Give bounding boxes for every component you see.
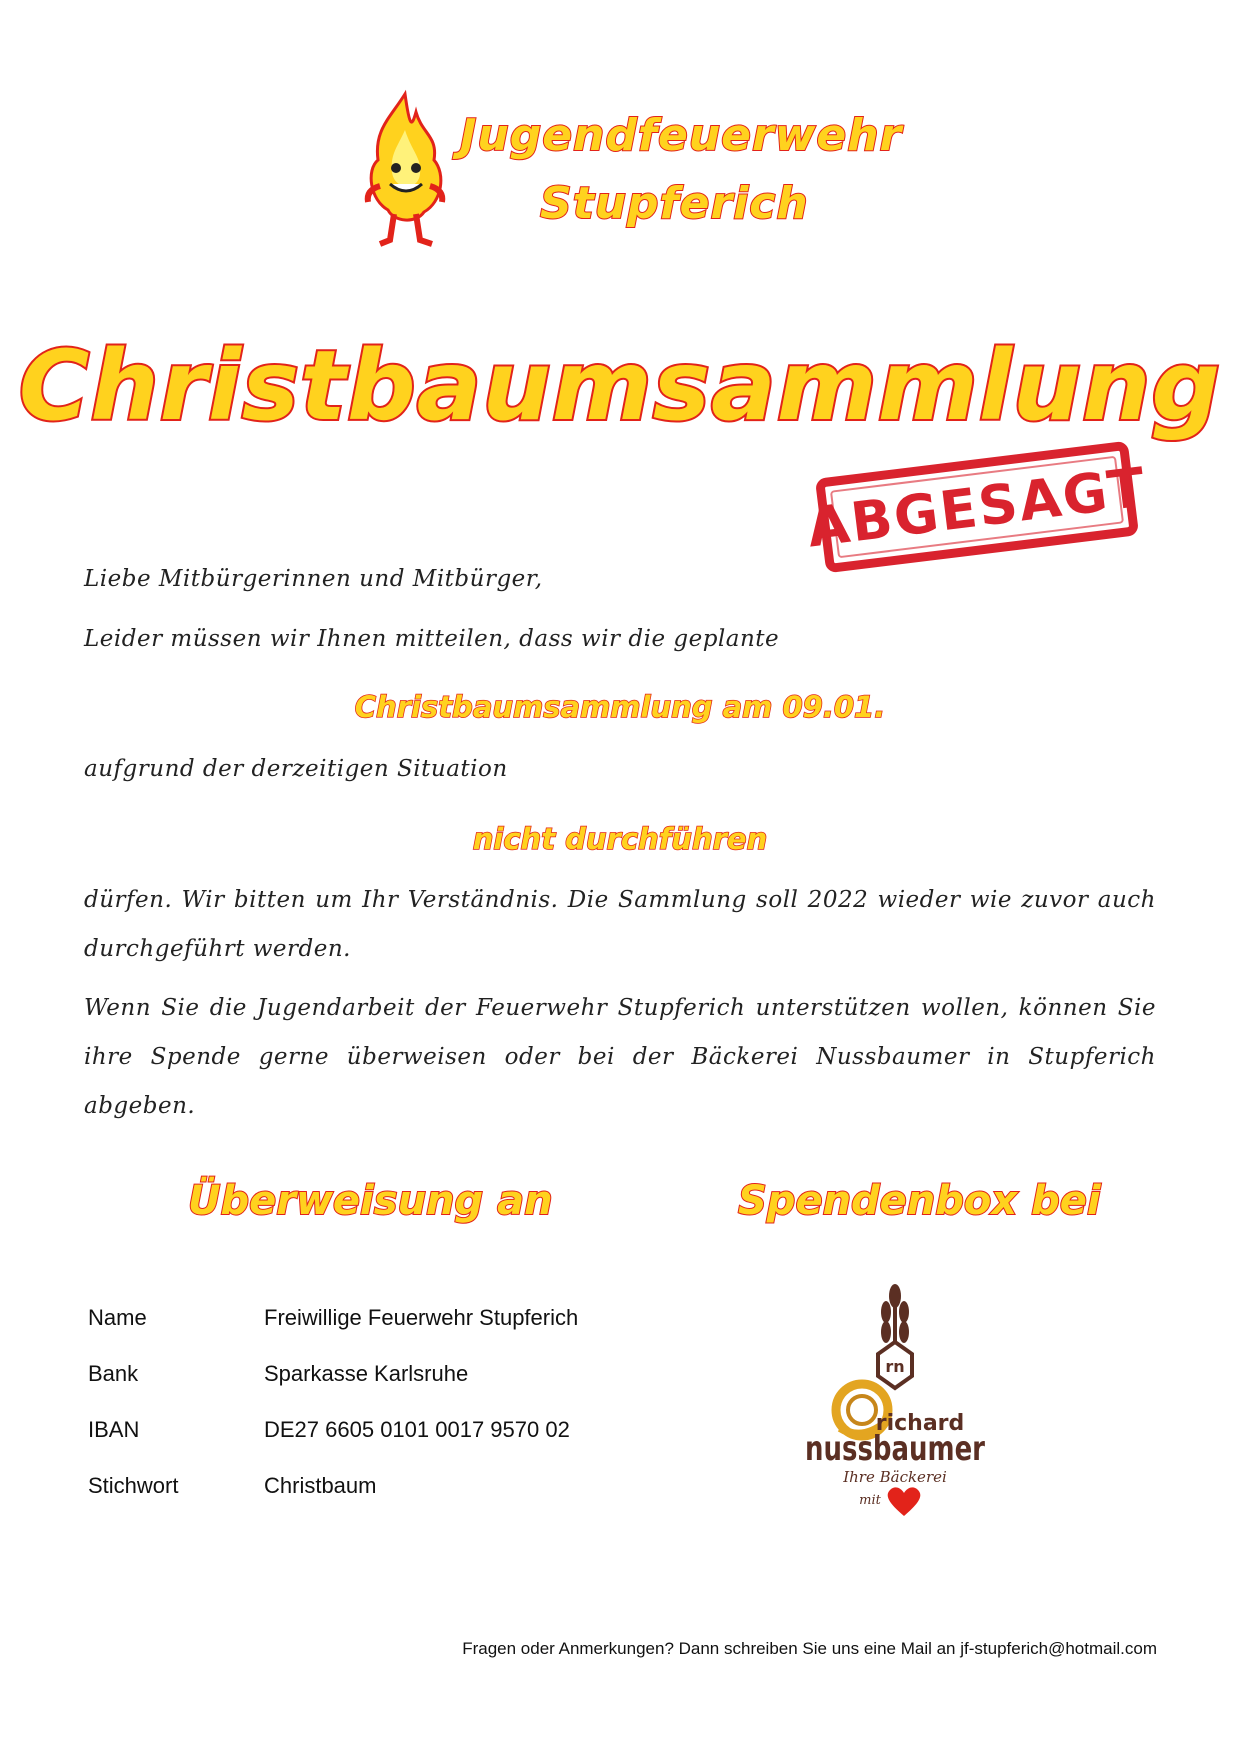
table-row [88,1402,578,1458]
bank-value: Sparkasse Karlsruhe [264,1361,469,1386]
bank-value: DE27 6605 0101 0017 9570 02 [264,1417,570,1442]
bakery-logo-line3: Ihre Bäckerei [843,1468,947,1486]
org-name-line1: Jugendfeuerwehr [460,110,903,161]
bakery-logo-line1: richard [875,1411,965,1436]
body-paragraph-1: dürfen. Wir bitten um Ihr Verständnis. Die Sammlung soll 2022 wieder wie zuvor auch durchgeführt werden. [84,887,1156,962]
page-title: Christbaumsammlung [18,330,1222,442]
bank-value: Freiwillige Feuerwehr Stupferich [264,1305,579,1330]
table-row [88,1346,578,1402]
bank-value: Christbaum [264,1473,377,1498]
table-row [88,1458,578,1514]
body-paragraph-2: Wenn Sie die Jugendarbeit der Feuerwehr Stupferich unterstützen wollen, können Sie ihre Spende gerne überweisen oder bei der Bäckerei Nussbaumer in Stupferich abgeben. [84,995,1156,1119]
greeting: Liebe Mitbürgerinnen und Mitbürger, [84,566,543,592]
bakery-logo-icon [800,1282,990,1522]
table-row [88,1290,578,1346]
org-logo [360,90,903,250]
highlight-not-done: nicht durchführen [472,822,768,856]
body-line-1: Leider müssen wir Ihnen mitteilen, dass wir die geplante [84,626,780,652]
transfer-title: Überweisung an [188,1178,553,1224]
bank-label: Bank [88,1361,139,1386]
footer-contact: Fragen oder Anmerkungen? Dann schreiben Sie uns eine Mail an jf-stupferich@hotmail.com [462,1639,1157,1658]
bank-label: Name [88,1305,147,1330]
svg-text:rn: rn [885,1357,905,1376]
bank-details-table [88,1290,578,1514]
org-name-line2: Stupferich [540,178,809,229]
donation-box-title: Spendenbox bei [738,1178,1101,1224]
bank-label: Stichwort [88,1473,179,1498]
stamp-text: ABGESAGT [803,455,1151,560]
highlight-date: Christbaumsammlung am 09.01. [354,690,886,724]
heart-icon [888,1487,921,1516]
bank-label: IBAN [88,1417,140,1442]
flame-mascot-icon [360,90,450,250]
body-line-2: aufgrund der derzeitigen Situation [84,756,508,782]
bakery-logo-line4: mit [859,1493,881,1508]
cancelled-stamp [803,439,1151,575]
bakery-logo-line2: nussbaumer [805,1429,986,1469]
